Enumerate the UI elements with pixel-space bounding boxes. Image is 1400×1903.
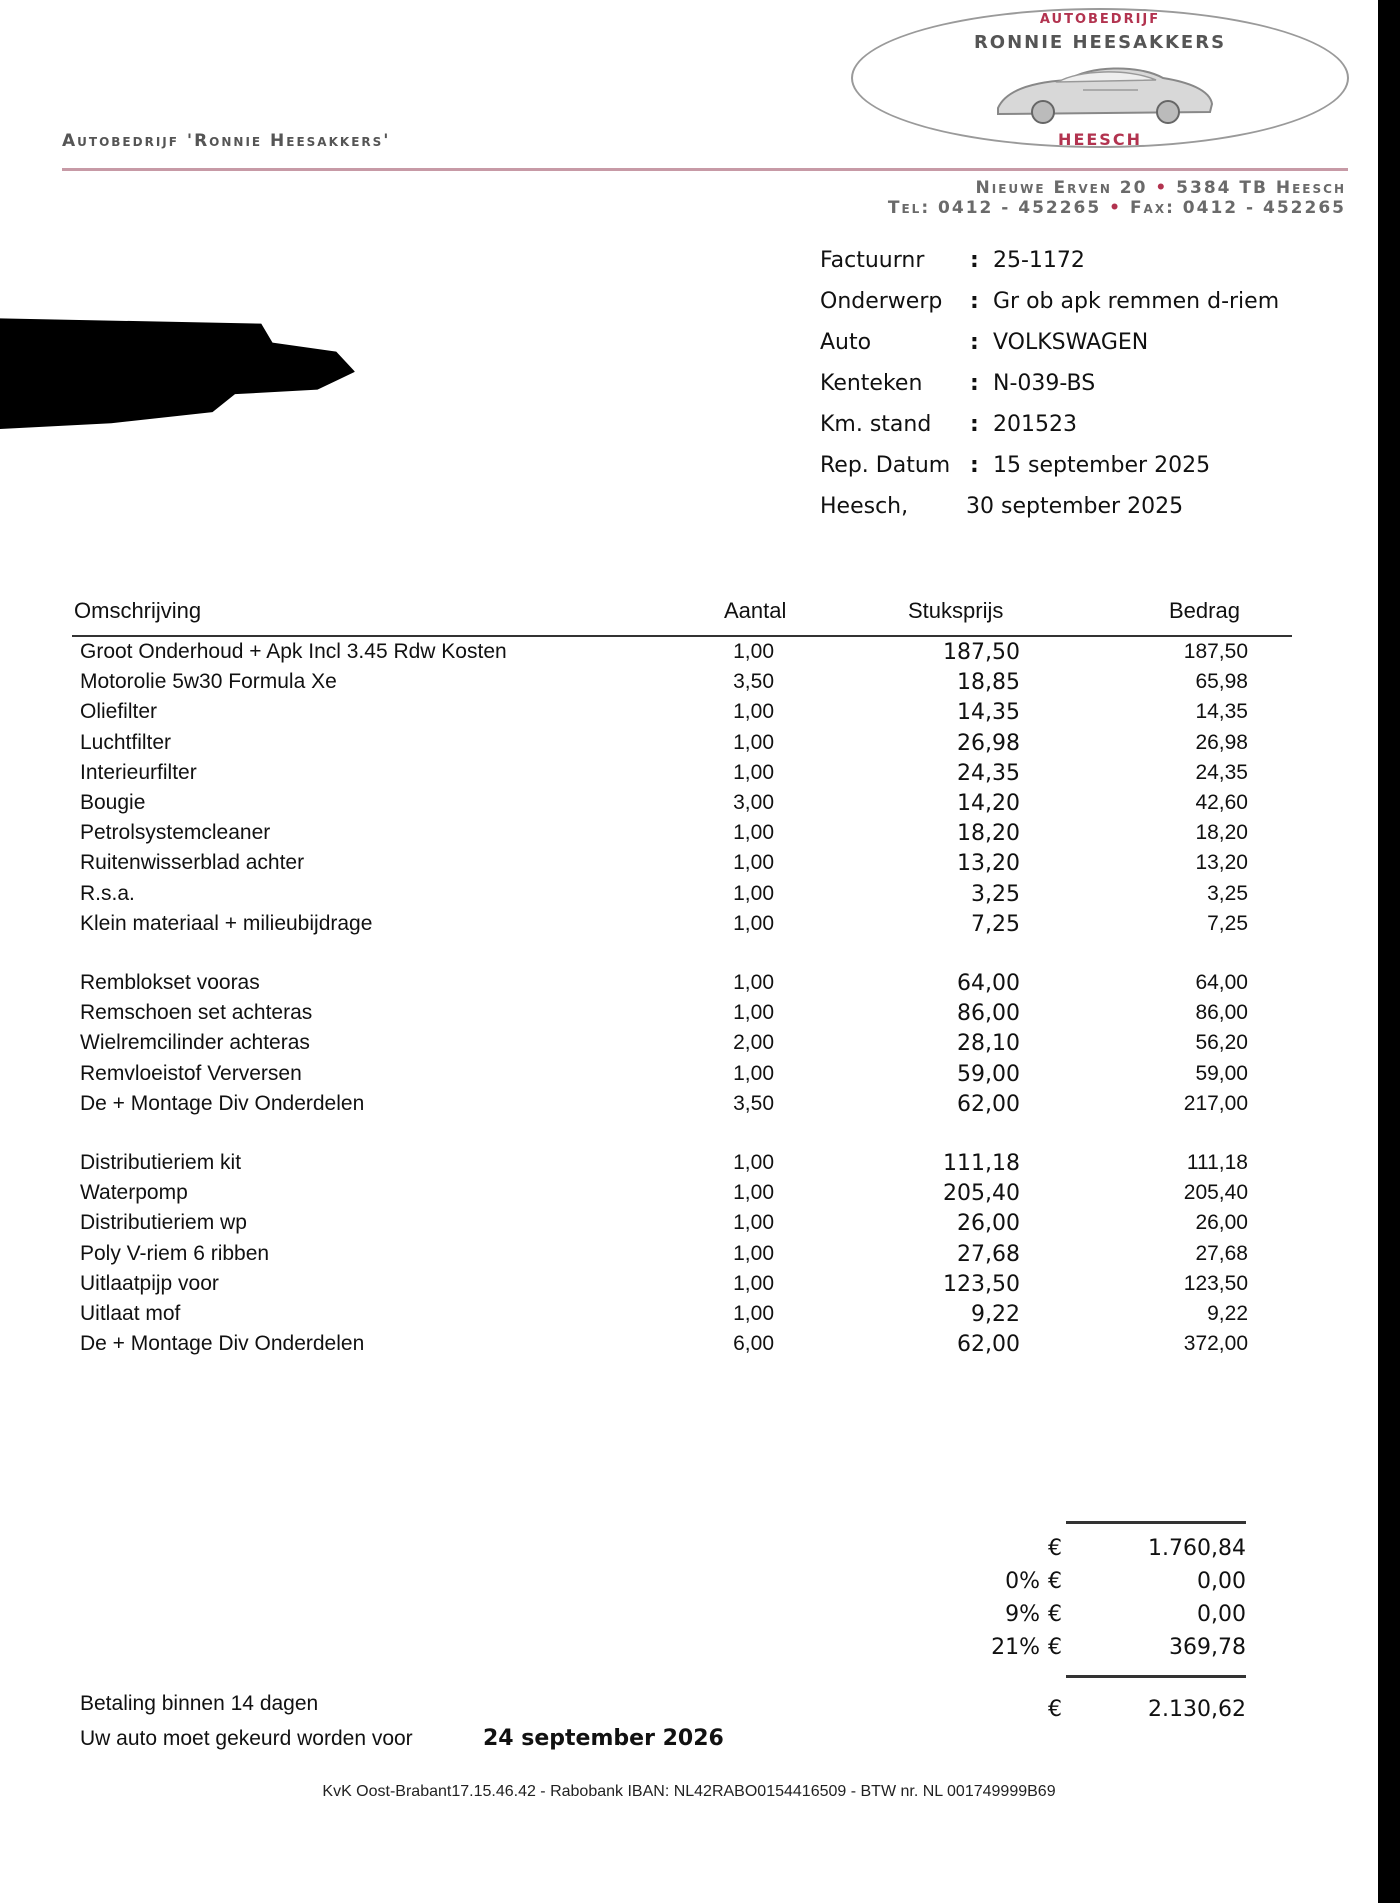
colon: : (970, 248, 979, 273)
colon: : (970, 330, 979, 355)
item-unit-price: 62,00 (957, 1332, 1020, 1358)
payment-terms: Betaling binnen 14 dagen (80, 1692, 319, 1715)
item-description: Uitlaatpijp voor (80, 1271, 219, 1295)
table-row (0, 1001, 1378, 1031)
vat-9-label: 9% (1005, 1602, 1040, 1627)
item-description: Remblokset vooras (80, 971, 260, 994)
table-row (0, 971, 1378, 1001)
currency-symbol: € (1048, 1536, 1062, 1561)
item-description: Bougie (80, 791, 146, 814)
contact-separator: • (1109, 198, 1123, 218)
item-unit-price: 13,20 (957, 851, 1020, 877)
item-amount: 42,60 (1195, 791, 1248, 814)
item-quantity: 1,00 (733, 1001, 774, 1025)
colon: : (970, 412, 979, 437)
colon: : (970, 371, 979, 396)
vat-9-row (0, 1602, 1378, 1634)
item-amount: 217,00 (1183, 1091, 1248, 1115)
item-unit-price: 18,85 (957, 670, 1020, 696)
colon: : (970, 453, 979, 478)
item-description: Interieurfilter (80, 760, 197, 784)
phone-number: Tel: 0412 - 452265 (887, 198, 1102, 218)
vat-9-value: 0,00 (1197, 1602, 1246, 1627)
item-quantity: 1,00 (733, 730, 774, 754)
item-amount: 86,00 (1195, 1001, 1248, 1025)
item-unit-price: 27,68 (957, 1241, 1020, 1267)
table-row (0, 1181, 1378, 1211)
item-quantity: 1,00 (733, 760, 774, 784)
mileage-value: 201523 (993, 412, 1077, 437)
item-description: Remschoen set achteras (80, 1001, 313, 1025)
item-description: Oliefilter (80, 700, 158, 724)
item-amount: 14,35 (1195, 700, 1248, 724)
item-description: Luchtfilter (80, 730, 172, 754)
header-amount: Bedrag (1169, 598, 1240, 623)
item-quantity: 1,00 (733, 851, 774, 875)
header-divider (62, 168, 1348, 171)
table-row (0, 1272, 1378, 1302)
item-description: Poly V-riem 6 ribben (80, 1241, 270, 1265)
item-amount: 64,00 (1195, 971, 1248, 994)
vat-0-label: 0% (1005, 1569, 1040, 1594)
item-description: Klein materiaal + milieubijdrage (80, 911, 373, 935)
item-unit-price: 123,50 (943, 1271, 1020, 1297)
item-quantity: 1,00 (733, 911, 774, 935)
item-description: Petrolsystemcleaner (80, 821, 271, 845)
item-unit-price: 64,00 (957, 971, 1020, 996)
car-value: VOLKSWAGEN (993, 330, 1149, 355)
item-description: Uitlaat mof (80, 1302, 181, 1325)
header-quantity: Aantal (724, 598, 787, 623)
vat-0-row (0, 1569, 1378, 1601)
item-amount: 27,68 (1195, 1241, 1248, 1265)
car-icon (988, 60, 1218, 126)
item-description: Wielremcilinder achteras (80, 1031, 310, 1055)
item-description: Remvloeistof Verversen (80, 1061, 302, 1085)
header-unit-price: Stuksprijs (908, 598, 1004, 623)
item-amount: 65,98 (1195, 670, 1248, 694)
header-description: Omschrijving (74, 598, 202, 623)
address-line-2 (888, 198, 1346, 218)
vat-0-value: 0,00 (1197, 1569, 1246, 1594)
table-row (0, 700, 1378, 730)
item-quantity: 1,00 (733, 971, 774, 994)
item-amount: 59,00 (1195, 1061, 1248, 1085)
company-brand-line: Autobedrijf 'Ronnie Heesakkers' (62, 131, 391, 151)
table-row (0, 731, 1378, 761)
item-quantity: 1,00 (733, 881, 774, 905)
item-quantity: 1,00 (733, 1181, 774, 1205)
currency-symbol: € (1048, 1697, 1062, 1722)
logo-city-text: HEESCH (1058, 130, 1142, 149)
invoice-date-value: 30 september 2025 (966, 494, 1184, 519)
item-quantity: 1,00 (733, 1061, 774, 1085)
item-quantity: 1,00 (733, 1271, 774, 1295)
item-description: R.s.a. (80, 881, 135, 905)
subtotal-rule (1066, 1521, 1246, 1524)
item-unit-price: 111,18 (943, 1151, 1020, 1176)
company-footer: KvK Oost-Brabant17.15.46.42 - Rabobank IBAN: NL42RABO0154416509 - BTW nr. NL 001749999B69 (322, 1783, 1056, 1800)
plate-label: Kenteken (820, 371, 923, 396)
table-row (0, 761, 1378, 791)
vat-21-row (0, 1635, 1378, 1667)
item-amount: 56,20 (1195, 1031, 1248, 1055)
colon: : (970, 289, 979, 314)
table-row (0, 1302, 1378, 1332)
subtotal-row (0, 1536, 1378, 1568)
item-quantity: 3,50 (733, 1091, 774, 1115)
item-unit-price: 3,25 (971, 881, 1020, 907)
logo-name-text: RONNIE HEESAKKERS (973, 32, 1227, 53)
item-description: De + Montage Div Onderdelen (80, 1332, 365, 1356)
table-row (0, 1211, 1378, 1241)
item-amount: 9,22 (1207, 1302, 1248, 1325)
car-label: Auto (820, 330, 872, 355)
item-unit-price: 14,35 (957, 700, 1020, 726)
subject-value: Gr ob apk remmen d-riem (993, 289, 1280, 314)
item-unit-price: 205,40 (943, 1181, 1020, 1207)
item-amount: 7,25 (1207, 911, 1248, 935)
address-line-1 (976, 178, 1347, 198)
item-unit-price: 187,50 (943, 640, 1020, 665)
invoice-number-label: Factuurnr (820, 248, 925, 273)
street-address: Nieuwe Erven 20 (975, 178, 1148, 198)
item-unit-price: 86,00 (957, 1001, 1020, 1027)
vat-21-value: 369,78 (1169, 1635, 1246, 1660)
table-row (0, 1332, 1378, 1362)
item-quantity: 1,00 (733, 700, 774, 724)
inspection-date: 24 september 2026 (483, 1726, 724, 1751)
item-unit-price: 7,25 (971, 911, 1020, 937)
item-amount: 205,40 (1183, 1181, 1248, 1205)
table-row (0, 1062, 1378, 1092)
item-unit-price: 14,20 (957, 791, 1020, 816)
item-unit-price: 28,10 (957, 1031, 1020, 1057)
table-row (0, 882, 1378, 912)
item-amount: 24,35 (1195, 760, 1248, 784)
item-amount: 26,00 (1195, 1211, 1248, 1235)
item-quantity: 6,00 (733, 1332, 774, 1356)
item-description: Motorolie 5w30 Formula Xe (80, 670, 337, 694)
item-unit-price: 9,22 (971, 1302, 1020, 1327)
repair-date-value: 15 september 2025 (993, 453, 1211, 478)
item-unit-price: 18,20 (957, 821, 1020, 847)
repair-date-label: Rep. Datum (820, 453, 951, 478)
item-quantity: 1,00 (733, 1302, 774, 1325)
item-amount: 3,25 (1207, 881, 1248, 905)
total-value: 2.130,62 (1148, 1697, 1246, 1722)
item-amount: 13,20 (1195, 851, 1248, 875)
item-amount: 372,00 (1183, 1332, 1248, 1356)
item-quantity: 3,00 (733, 791, 774, 814)
item-amount: 18,20 (1195, 821, 1248, 845)
item-amount: 187,50 (1183, 640, 1248, 663)
item-unit-price: 26,00 (957, 1211, 1020, 1237)
table-row (0, 851, 1378, 881)
item-amount: 26,98 (1195, 730, 1248, 754)
item-quantity: 1,00 (733, 1151, 774, 1174)
redacted-recipient-address (0, 318, 355, 430)
item-description: De + Montage Div Onderdelen (80, 1091, 365, 1115)
logo-top-text: AUTOBEDRIJF (1039, 12, 1161, 27)
item-quantity: 2,00 (733, 1031, 774, 1055)
table-row (0, 640, 1378, 670)
company-logo (851, 8, 1349, 148)
table-row (0, 1151, 1378, 1181)
item-unit-price: 62,00 (957, 1091, 1020, 1117)
invoice-number-value: 25-1172 (993, 248, 1085, 273)
item-description: Distributieriem kit (80, 1151, 242, 1174)
item-quantity: 3,50 (733, 670, 774, 694)
fax-number: Fax: 0412 - 452265 (1129, 198, 1346, 218)
vat-21-label: 21% (991, 1635, 1040, 1660)
table-header-rule (72, 635, 1292, 637)
subtotal-value: 1.760,84 (1148, 1536, 1246, 1561)
item-quantity: 1,00 (733, 1211, 774, 1235)
item-quantity: 1,00 (733, 1241, 774, 1265)
mileage-label: Km. stand (820, 412, 932, 437)
currency-symbol: € (1048, 1635, 1062, 1660)
inspection-notice: Uw auto moet gekeurd worden voor (80, 1727, 413, 1750)
item-description: Distributieriem wp (80, 1211, 247, 1235)
item-unit-price: 24,35 (957, 760, 1020, 786)
currency-symbol: € (1048, 1569, 1062, 1594)
item-quantity: 1,00 (733, 821, 774, 845)
item-description: Ruitenwisserblad achter (80, 851, 305, 875)
total-rule (1066, 1675, 1246, 1678)
table-row (0, 1031, 1378, 1061)
item-description: Waterpomp (80, 1181, 188, 1205)
item-description: Groot Onderhoud + Apk Incl 3.45 Rdw Kosten (80, 640, 507, 663)
table-row (0, 912, 1378, 942)
table-row (0, 670, 1378, 700)
table-row (0, 1092, 1378, 1122)
address-separator: • (1155, 178, 1169, 198)
item-unit-price: 59,00 (957, 1061, 1020, 1087)
table-row (0, 791, 1378, 821)
item-unit-price: 26,98 (957, 730, 1020, 756)
table-row (0, 821, 1378, 851)
subject-label: Onderwerp (820, 289, 943, 314)
plate-value: N-039-BS (993, 371, 1096, 396)
place-label: Heesch, (820, 494, 909, 519)
item-amount: 123,50 (1183, 1271, 1248, 1295)
item-quantity: 1,00 (733, 640, 774, 663)
item-amount: 111,18 (1186, 1151, 1248, 1174)
table-row (0, 1242, 1378, 1272)
currency-symbol: € (1048, 1602, 1062, 1627)
postal-city: 5384 TB Heesch (1176, 178, 1346, 198)
